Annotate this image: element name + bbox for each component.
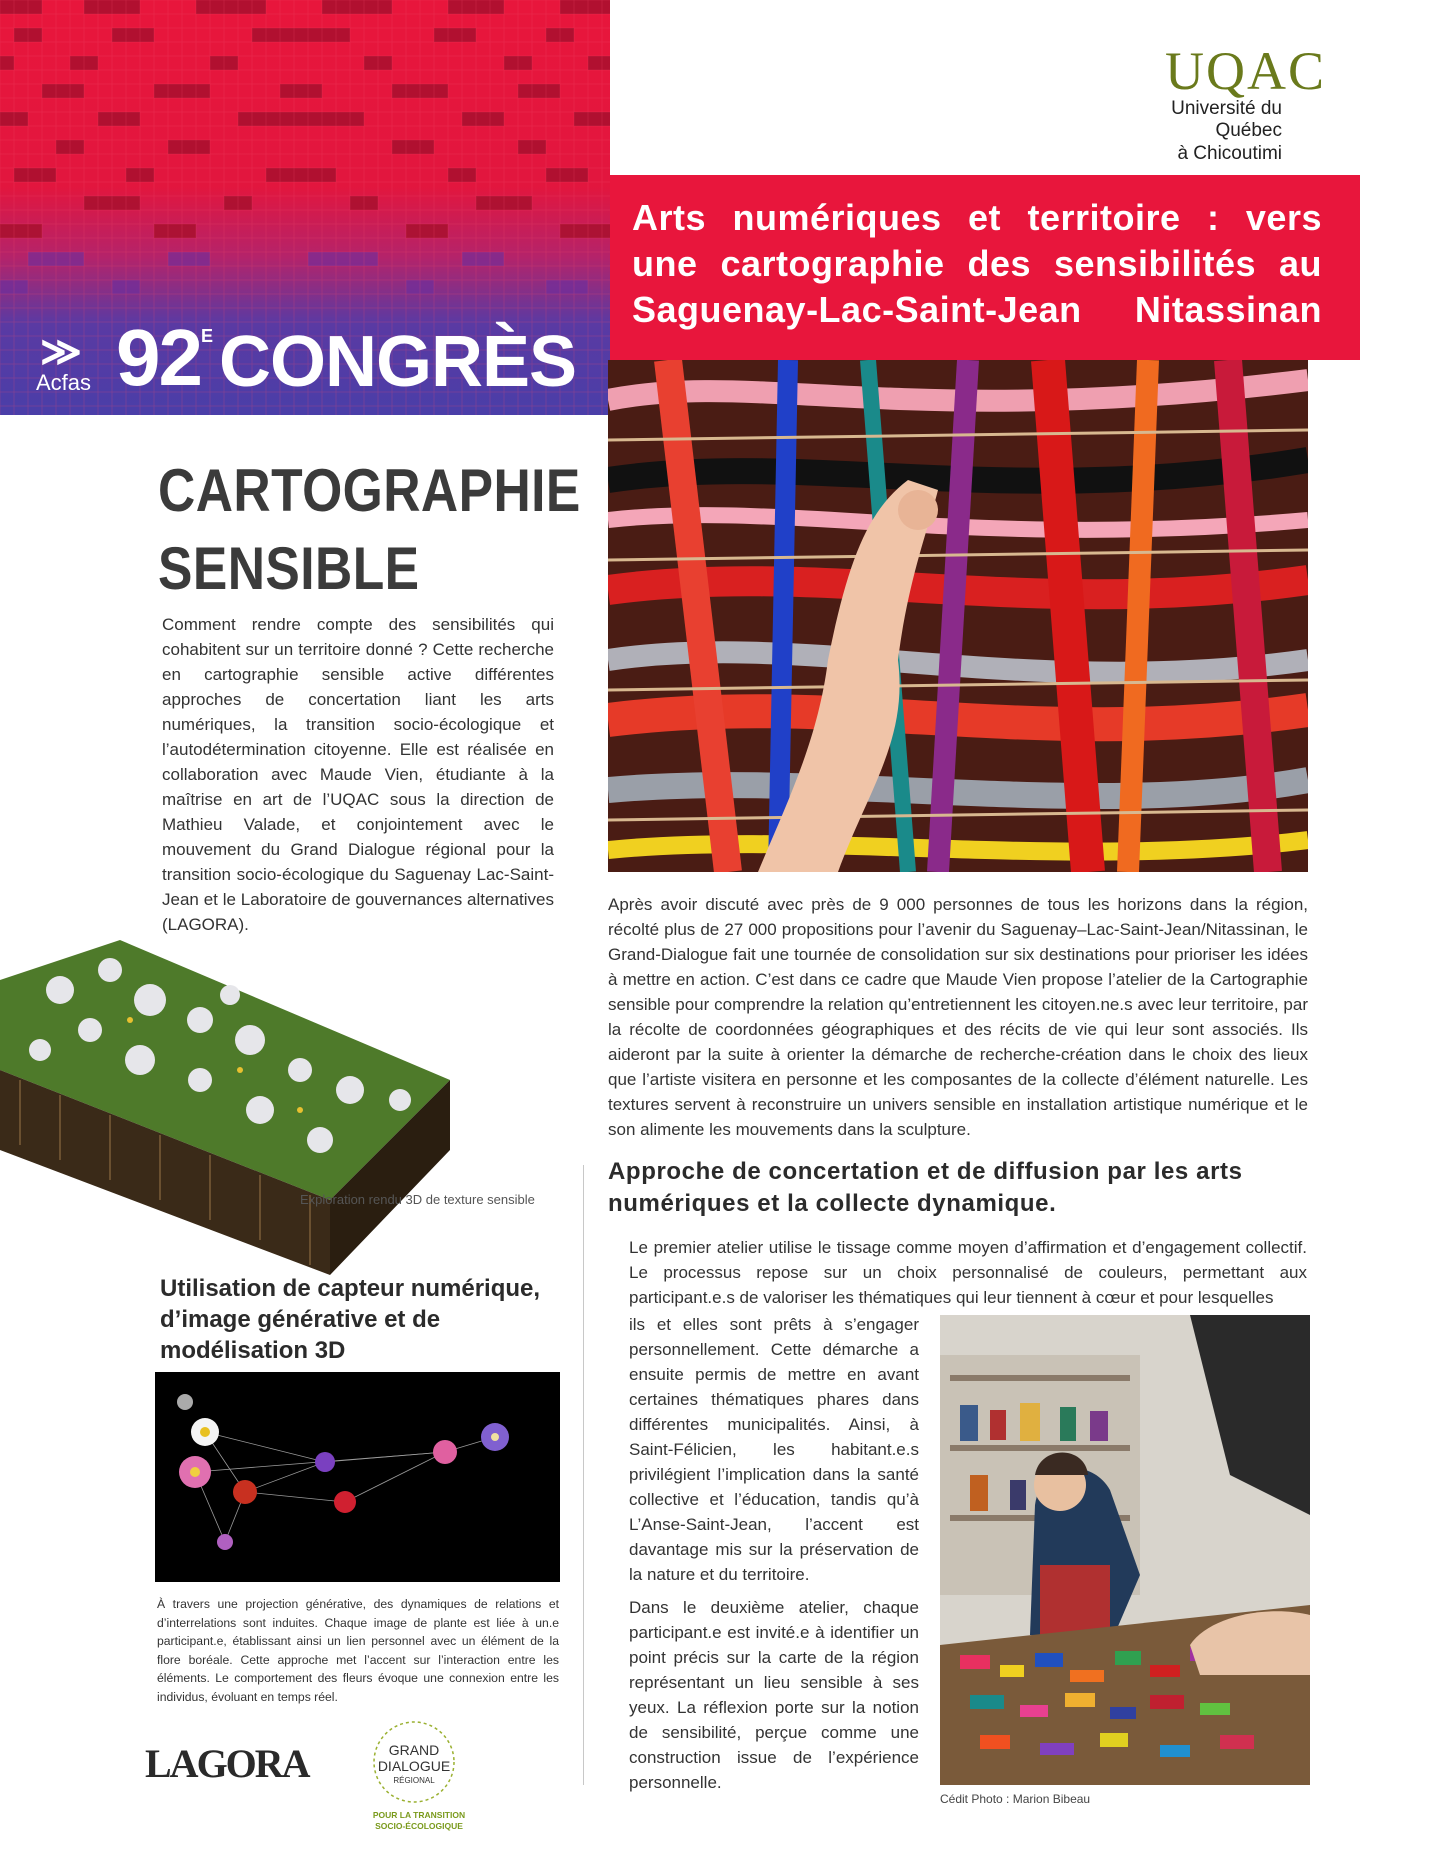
congress-ordinal: E (200, 326, 213, 346)
column-divider (583, 1165, 584, 1785)
approach-heading (608, 1156, 1313, 1220)
grand-dialogue-line4: POUR LA TRANSITION (372, 1810, 466, 1820)
body-paragraph-1: Après avoir discuté avec près de 9 000 personnes de tous les horizons dans la région, récolté plus de 27 000 propositions pour l’avenir du Saguenay–Lac-Saint-Jean/Nitassinan, le Grand-Dialogue fait une tournée de consolidation sur six destinations pour prioriser les idées à mettre en action. C’est dans ce cadre que Maude Vien propose l’atelier de la Cartographie sensible pour comprendre la relation qu’entretiennent les citoyen.ne.s avec leur territoire, par la récolte de coordonnées géographiques et des récits de vie qui leur sont associés. Ils aideront par la suite à orienter la démarche de recherche-création dans le choix des lieux que l’artiste visitera en personne et les composantes de la collecte d’élément naturelle. Les textures servent à reconstruire un univers sensible en installation artistique numérique et le son alimente les mouvements dans la sculpture. (608, 895, 1308, 1139)
photo-credit: Cédit Photo : Marion Bibeau (940, 1792, 1091, 1806)
congress-word: CONGRÈS (219, 322, 577, 402)
body-paragraph-3: ils et elles sont prêts à s’engager personnellement. Cette démarche a ensuite permis de mettre en avant certaines thématiques phares dans différentes municipalités. Ainsi, à Saint-Félicien, les habitant.e.s privilégient l’implication dans la santé collective et l’éducation, tandis qu’à L’Anse-Saint-Jean, l’accent est davantage mis sur la préservation de la nature et du territoire. (629, 1315, 919, 1584)
workshop-photo (940, 1315, 1310, 1785)
grand-dialogue-line3: RÉGIONAL (393, 1776, 435, 1785)
congress-number: 92 (116, 313, 201, 402)
sensor-subheading-line3: modélisation 3D (160, 1337, 346, 1364)
body-paragraph-4: Dans le deuxième atelier, chaque participant.e est invité.e à identifier un point précis sur la carte de la région représentant un lieu sensible à ses yeux. La réflexion porte sur la notion de sensibilité, perçue comme une construction issue de l’expérience personnelle. (629, 1598, 919, 1792)
approach-heading-line1: Approche de concertation et de diffusion par les arts (608, 1158, 1243, 1185)
uqac-subtitle-line2: à Chicoutimi (1177, 142, 1282, 164)
main-heading-line2: SENSIBLE (158, 535, 420, 602)
uqac-logo (1120, 41, 1360, 165)
lagora-logo: LAGORA (145, 1741, 309, 1786)
grand-dialogue-line2: DIALOGUE (377, 1758, 451, 1774)
render-caption: Exploration rendu 3D de texture sensible (300, 1192, 535, 1207)
congress-title (36, 313, 577, 402)
main-heading (158, 452, 581, 608)
acfas-logo (36, 326, 106, 398)
grand-dialogue-line5: SOCIO-ÉCOLOGIQUE (375, 1821, 463, 1831)
title-line1: Arts numériques et territoire : vers (632, 197, 1322, 238)
body-paragraph-2: Le premier atelier utilise le tissage comme moyen d’affirmation et d’engagement collectif. Le processus repose sur un choix personnalisé de couleurs, permettant aux participant.e.s de valoriser les thématiques qui leur tiennent à cœur et pour lesquelles (629, 1238, 1307, 1307)
weaving-photo (608, 360, 1308, 872)
grand-dialogue-logo (360, 1720, 468, 1830)
plants-caption: À travers une projection générative, des dynamiques de relations et d’interrelations sont induites. Chaque image de plante est liée à un.e participant.e, établissant ainsi un lien personnel avec un élément de la flore boréale. Cette approche met l’accent sur l’interaction entre les éléments. Le comportement des fleurs évoque une connexion entre les individus, évoluant en temps réel. (157, 1597, 559, 1704)
sensor-subheading-line2: d’image générative et de (160, 1306, 441, 1333)
acfas-wordmark: Acfas (36, 370, 92, 395)
acfas-chevron-icon: ≫ (40, 330, 70, 374)
generative-plants-image (155, 1372, 560, 1582)
title-line2: une cartographie des sensibilités au (632, 243, 1322, 284)
render-3d-image (0, 940, 450, 1275)
main-heading-line1: CARTOGRAPHIE (158, 457, 581, 524)
intro-paragraph: Comment rendre compte des sensibilités qui cohabitent sur un territoire donné ? Cette recherche en cartographie sensible active différentes approches de concertation liant les arts numériques, la transition socio-écologique et l’autodétermination citoyenne. Elle est réalisée en collaboration avec Maude Vien, étudiante à la maîtrise en art de l’UQAC sous la direction de Mathieu Valade, et conjointement avec le mouvement du Grand Dialogue régional pour la transition socio-écologique du Saguenay Lac-Saint-Jean et le Laboratoire de gouvernances alternatives (LAGORA). (162, 615, 554, 934)
congress-banner (0, 0, 610, 415)
uqac-subtitle-line1: Université du Québec (1171, 98, 1282, 142)
sensor-subheading (160, 1273, 580, 1366)
approach-heading-line2: numériques et la collecte dynamique. (608, 1190, 1057, 1217)
grand-dialogue-line1: GRAND (388, 1742, 440, 1758)
poster-title (610, 175, 1360, 360)
sensor-subheading-line1: Utilisation de capteur numérique, (160, 1275, 541, 1302)
title-line3: Saguenay-Lac-Saint-Jean Nitassinan (632, 289, 1322, 330)
uqac-wordmark: UQAC (1164, 41, 1326, 101)
